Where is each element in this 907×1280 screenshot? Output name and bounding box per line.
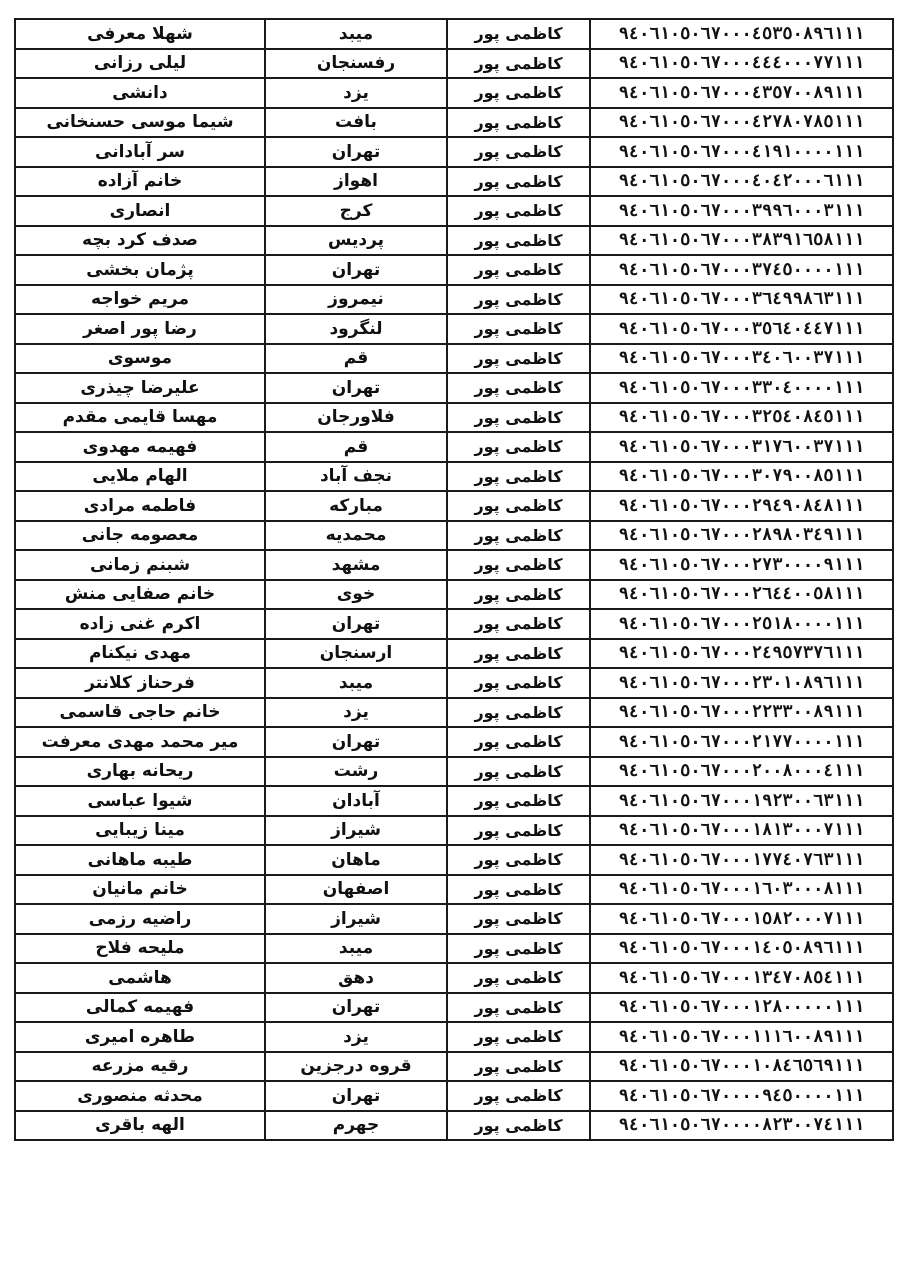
name-cell: مریم خواجه bbox=[15, 285, 265, 315]
table-row bbox=[15, 285, 893, 315]
code-cell: ۹٤۰٦۱۰٥۰٦۷۰۰۰۲۱۷۷۰۰۰۰۱۱۱ bbox=[590, 727, 893, 757]
recipient-table bbox=[14, 18, 894, 1141]
city-cell: میبد bbox=[265, 19, 447, 49]
name-cell: راضیه رزمی bbox=[15, 904, 265, 934]
table-row bbox=[15, 698, 893, 728]
family-name-cell: کاظمی پور bbox=[447, 491, 590, 521]
code-cell: ۹٤۰٦۱۰٥۰٦۷۰۰۰۳۸۳۹۱٦٥۸۱۱۱ bbox=[590, 226, 893, 256]
code-cell: ۹٤۰٦۱۰٥۰٦۷۰۰۰۲٦٤٤۰۰٥۸۱۱۱ bbox=[590, 580, 893, 610]
family-name-cell: کاظمی پور bbox=[447, 934, 590, 964]
code-cell: ۹٤۰٦۱۰٥۰٦۷۰۰۰٤۲۷۸۰۷۸٥۱۱۱ bbox=[590, 108, 893, 138]
table-row bbox=[15, 78, 893, 108]
city-cell: تهران bbox=[265, 137, 447, 167]
table-row bbox=[15, 403, 893, 433]
table-row bbox=[15, 727, 893, 757]
code-cell: ۹٤۰٦۱۰٥۰٦۷۰۰۰۱۹۲۳۰۰٦۳۱۱۱ bbox=[590, 786, 893, 816]
code-cell: ۹٤۰٦۱۰٥۰٦۷۰۰۰۱٤۰٥۰۸۹٦۱۱۱ bbox=[590, 934, 893, 964]
table-row bbox=[15, 816, 893, 846]
city-cell: مبارکه bbox=[265, 491, 447, 521]
name-cell: فرحناز کلانتر bbox=[15, 668, 265, 698]
city-cell: کرج bbox=[265, 196, 447, 226]
name-cell: سر آبادانی bbox=[15, 137, 265, 167]
family-name-cell: کاظمی پور bbox=[447, 78, 590, 108]
city-cell: تهران bbox=[265, 609, 447, 639]
code-cell: ۹٤۰٦۱۰٥۰٦۷۰۰۰۲٤۹٥۷۳۷٦۱۱۱ bbox=[590, 639, 893, 669]
table-row bbox=[15, 993, 893, 1023]
family-name-cell: کاظمی پور bbox=[447, 1052, 590, 1082]
code-cell: ۹٤۰٦۱۰٥۰٦۷۰۰۰۱۰۸٤٦٥٦۹۱۱۱ bbox=[590, 1052, 893, 1082]
name-cell: انصاری bbox=[15, 196, 265, 226]
family-name-cell: کاظمی پور bbox=[447, 845, 590, 875]
code-cell: ۹٤۰٦۱۰٥۰٦۷۰۰۰٤۳٥۷۰۰۸۹۱۱۱ bbox=[590, 78, 893, 108]
name-cell: خانم آزاده bbox=[15, 167, 265, 197]
city-cell: یزد bbox=[265, 698, 447, 728]
city-cell: تهران bbox=[265, 727, 447, 757]
code-cell: ۹٤۰٦۱۰٥۰٦۷۰۰۰۲۳۰۱۰۸۹٦۱۱۱ bbox=[590, 668, 893, 698]
code-cell: ۹٤۰٦۱۰٥۰٦۷۰۰۰۲۲۳۳۰۰۸۹۱۱۱ bbox=[590, 698, 893, 728]
name-cell: اکرم غنی زاده bbox=[15, 609, 265, 639]
family-name-cell: کاظمی پور bbox=[447, 19, 590, 49]
city-cell: ماهان bbox=[265, 845, 447, 875]
city-cell: پردیس bbox=[265, 226, 447, 256]
name-cell: میر محمد مهدی معرفت bbox=[15, 727, 265, 757]
city-cell: آبادان bbox=[265, 786, 447, 816]
table-row bbox=[15, 196, 893, 226]
city-cell: شیراز bbox=[265, 816, 447, 846]
code-cell: ۹٤۰٦۱۰٥۰٦۷۰۰۰۲٥۱۸۰۰۰۰۱۱۱ bbox=[590, 609, 893, 639]
table-row bbox=[15, 963, 893, 993]
family-name-cell: کاظمی پور bbox=[447, 196, 590, 226]
city-cell: قروه درجزین bbox=[265, 1052, 447, 1082]
name-cell: خانم مانیان bbox=[15, 875, 265, 905]
code-cell: ۹٤۰٦۱۰٥۰٦۷۰۰۰۱۳٤۷۰۸٥٤۱۱۱ bbox=[590, 963, 893, 993]
table-row bbox=[15, 639, 893, 669]
table-row bbox=[15, 19, 893, 49]
family-name-cell: کاظمی پور bbox=[447, 727, 590, 757]
table-row bbox=[15, 550, 893, 580]
table-row bbox=[15, 108, 893, 138]
name-cell: رضا پور اصغر bbox=[15, 314, 265, 344]
name-cell: شیوا عباسی bbox=[15, 786, 265, 816]
family-name-cell: کاظمی پور bbox=[447, 904, 590, 934]
code-cell: ۹٤۰٦۱۰٥۰٦۷۰۰۰۱۲۸۰۰۰۰۰۱۱۱ bbox=[590, 993, 893, 1023]
city-cell: میبد bbox=[265, 668, 447, 698]
name-cell: شیما موسی حسنخانی bbox=[15, 108, 265, 138]
family-name-cell: کاظمی پور bbox=[447, 137, 590, 167]
city-cell: جهرم bbox=[265, 1111, 447, 1141]
table-row bbox=[15, 786, 893, 816]
family-name-cell: کاظمی پور bbox=[447, 521, 590, 551]
name-cell: مهدی نیکنام bbox=[15, 639, 265, 669]
name-cell: الهام ملایی bbox=[15, 462, 265, 492]
code-cell: ۹٤۰٦۱۰٥۰٦۷۰۰۰٤٥۳٥۰۸۹٦۱۱۱ bbox=[590, 19, 893, 49]
table-row bbox=[15, 1052, 893, 1082]
name-cell: الهه باقری bbox=[15, 1111, 265, 1141]
family-name-cell: کاظمی پور bbox=[447, 108, 590, 138]
table-row bbox=[15, 255, 893, 285]
table-row bbox=[15, 373, 893, 403]
table-row bbox=[15, 344, 893, 374]
city-cell: تهران bbox=[265, 1081, 447, 1111]
name-cell: هاشمی bbox=[15, 963, 265, 993]
name-cell: طاهره امیری bbox=[15, 1022, 265, 1052]
table-row bbox=[15, 757, 893, 787]
code-cell: ۹٤۰٦۱۰٥۰٦۷۰۰۰٤٤٤۰۰۰۷۷۱۱۱ bbox=[590, 49, 893, 79]
city-cell: قم bbox=[265, 432, 447, 462]
city-cell: یزد bbox=[265, 78, 447, 108]
city-cell: لنگرود bbox=[265, 314, 447, 344]
name-cell: فاطمه مرادی bbox=[15, 491, 265, 521]
table-row bbox=[15, 609, 893, 639]
code-cell: ۹٤۰٦۱۰٥۰٦۷۰۰۰۳٦٤۹۹۸٦۳۱۱۱ bbox=[590, 285, 893, 315]
name-cell: فهیمه مهدوی bbox=[15, 432, 265, 462]
family-name-cell: کاظمی پور bbox=[447, 1111, 590, 1141]
table-body bbox=[15, 19, 893, 1140]
code-cell: ۹٤۰٦۱۰٥۰٦۷۰۰۰۱۱۱٦۰۰۸۹۱۱۱ bbox=[590, 1022, 893, 1052]
code-cell: ۹٤۰٦۱۰٥۰٦۷۰۰۰۱۷۷٤۰۷٦۳۱۱۱ bbox=[590, 845, 893, 875]
family-name-cell: کاظمی پور bbox=[447, 609, 590, 639]
code-cell: ۹٤۰٦۱۰٥۰٦۷۰۰۰٤۰٤۲۰۰۰٦۱۱۱ bbox=[590, 167, 893, 197]
city-cell: شیراز bbox=[265, 904, 447, 934]
family-name-cell: کاظمی پور bbox=[447, 226, 590, 256]
city-cell: تهران bbox=[265, 993, 447, 1023]
city-cell: نیمروز bbox=[265, 285, 447, 315]
code-cell: ۹٤۰٦۱۰٥۰٦۷۰۰۰۰۸۲۳۰۰۷٤۱۱۱ bbox=[590, 1111, 893, 1141]
family-name-cell: کاظمی پور bbox=[447, 49, 590, 79]
family-name-cell: کاظمی پور bbox=[447, 285, 590, 315]
name-cell: خانم حاجی قاسمی bbox=[15, 698, 265, 728]
city-cell: خوی bbox=[265, 580, 447, 610]
city-cell: محمدیه bbox=[265, 521, 447, 551]
name-cell: پژمان بخشی bbox=[15, 255, 265, 285]
family-name-cell: کاظمی پور bbox=[447, 1022, 590, 1052]
table-row bbox=[15, 904, 893, 934]
code-cell: ۹٤۰٦۱۰٥۰٦۷۰۰۰۳۲٥٤۰۸٤٥۱۱۱ bbox=[590, 403, 893, 433]
table-row bbox=[15, 49, 893, 79]
name-cell: رقیه مزرعه bbox=[15, 1052, 265, 1082]
table-row bbox=[15, 314, 893, 344]
code-cell: ۹٤۰٦۱۰٥۰٦۷۰۰۰۳٤۰٦۰۰۳۷۱۱۱ bbox=[590, 344, 893, 374]
name-cell: صدف کرد بچه bbox=[15, 226, 265, 256]
city-cell: اهواز bbox=[265, 167, 447, 197]
city-cell: تهران bbox=[265, 255, 447, 285]
name-cell: فهیمه کمالی bbox=[15, 993, 265, 1023]
family-name-cell: کاظمی پور bbox=[447, 550, 590, 580]
code-cell: ۹٤۰٦۱۰٥۰٦۷۰۰۰٤۱۹۱۰۰۰۰۱۱۱ bbox=[590, 137, 893, 167]
code-cell: ۹٤۰٦۱۰٥۰٦۷۰۰۰۳۷٤٥۰۰۰۰۱۱۱ bbox=[590, 255, 893, 285]
code-cell: ۹٤۰٦۱۰٥۰٦۷۰۰۰۱٥۸۲۰۰۰۷۱۱۱ bbox=[590, 904, 893, 934]
name-cell: دانشی bbox=[15, 78, 265, 108]
family-name-cell: کاظمی پور bbox=[447, 757, 590, 787]
name-cell: خانم صفایی منش bbox=[15, 580, 265, 610]
family-name-cell: کاظمی پور bbox=[447, 403, 590, 433]
code-cell: ۹٤۰٦۱۰٥۰٦۷۰۰۰۱۸۱۳۰۰۰۷۱۱۱ bbox=[590, 816, 893, 846]
name-cell: علیرضا چیذری bbox=[15, 373, 265, 403]
table-row bbox=[15, 462, 893, 492]
name-cell: معصومه جانی bbox=[15, 521, 265, 551]
city-cell: رفسنجان bbox=[265, 49, 447, 79]
family-name-cell: کاظمی پور bbox=[447, 580, 590, 610]
code-cell: ۹٤۰٦۱۰٥۰٦۷۰۰۰۳۳۰٤۰۰۰۰۱۱۱ bbox=[590, 373, 893, 403]
city-cell: بافت bbox=[265, 108, 447, 138]
city-cell: یزد bbox=[265, 1022, 447, 1052]
family-name-cell: کاظمی پور bbox=[447, 639, 590, 669]
family-name-cell: کاظمی پور bbox=[447, 314, 590, 344]
table-row bbox=[15, 1081, 893, 1111]
code-cell: ۹٤۰٦۱۰٥۰٦۷۰۰۰۲۹٤۹۰۸٤۸۱۱۱ bbox=[590, 491, 893, 521]
table-row bbox=[15, 934, 893, 964]
name-cell: طیبه ماهانی bbox=[15, 845, 265, 875]
name-cell: ریحانه بهاری bbox=[15, 757, 265, 787]
table-row bbox=[15, 491, 893, 521]
family-name-cell: کاظمی پور bbox=[447, 786, 590, 816]
family-name-cell: کاظمی پور bbox=[447, 255, 590, 285]
code-cell: ۹٤۰٦۱۰٥۰٦۷۰۰۰۳۰۷۹۰۰۸٥۱۱۱ bbox=[590, 462, 893, 492]
table-row bbox=[15, 137, 893, 167]
city-cell: رشت bbox=[265, 757, 447, 787]
code-cell: ۹٤۰٦۱۰٥۰٦۷۰۰۰۲۸۹۸۰۳٤۹۱۱۱ bbox=[590, 521, 893, 551]
family-name-cell: کاظمی پور bbox=[447, 668, 590, 698]
table-row bbox=[15, 580, 893, 610]
family-name-cell: کاظمی پور bbox=[447, 373, 590, 403]
family-name-cell: کاظمی پور bbox=[447, 875, 590, 905]
city-cell: دهق bbox=[265, 963, 447, 993]
table-row bbox=[15, 875, 893, 905]
name-cell: محدثه منصوری bbox=[15, 1081, 265, 1111]
table-row bbox=[15, 432, 893, 462]
city-cell: تهران bbox=[265, 373, 447, 403]
table-row bbox=[15, 226, 893, 256]
code-cell: ۹٤۰٦۱۰٥۰٦۷۰۰۰۳۹۹٦۰۰۰۳۱۱۱ bbox=[590, 196, 893, 226]
name-cell: شهلا معرفی bbox=[15, 19, 265, 49]
name-cell: ملیحه فلاح bbox=[15, 934, 265, 964]
code-cell: ۹٤۰٦۱۰٥۰٦۷۰۰۰۳۱۷٦۰۰۳۷۱۱۱ bbox=[590, 432, 893, 462]
name-cell: مینا زیبایی bbox=[15, 816, 265, 846]
code-cell: ۹٤۰٦۱۰٥۰٦۷۰۰۰۲۰۰۸۰۰۰٤۱۱۱ bbox=[590, 757, 893, 787]
city-cell: میبد bbox=[265, 934, 447, 964]
name-cell: موسوی bbox=[15, 344, 265, 374]
city-cell: فلاورجان bbox=[265, 403, 447, 433]
city-cell: نجف آباد bbox=[265, 462, 447, 492]
name-cell: لیلی رزانی bbox=[15, 49, 265, 79]
city-cell: اصفهان bbox=[265, 875, 447, 905]
family-name-cell: کاظمی پور bbox=[447, 344, 590, 374]
name-cell: شبنم زمانی bbox=[15, 550, 265, 580]
city-cell: ارسنجان bbox=[265, 639, 447, 669]
family-name-cell: کاظمی پور bbox=[447, 698, 590, 728]
family-name-cell: کاظمی پور bbox=[447, 816, 590, 846]
city-cell: قم bbox=[265, 344, 447, 374]
city-cell: مشهد bbox=[265, 550, 447, 580]
family-name-cell: کاظمی پور bbox=[447, 1081, 590, 1111]
table-row bbox=[15, 167, 893, 197]
name-cell: مهسا قایمی مقدم bbox=[15, 403, 265, 433]
code-cell: ۹٤۰٦۱۰٥۰٦۷۰۰۰۲۷۳۰۰۰۰۹۱۱۱ bbox=[590, 550, 893, 580]
family-name-cell: کاظمی پور bbox=[447, 462, 590, 492]
code-cell: ۹٤۰٦۱۰٥۰٦۷۰۰۰۰۹٤٥۰۰۰۰۱۱۱ bbox=[590, 1081, 893, 1111]
table-row bbox=[15, 845, 893, 875]
document-sheet bbox=[14, 18, 892, 1141]
table-row bbox=[15, 1111, 893, 1141]
family-name-cell: کاظمی پور bbox=[447, 963, 590, 993]
table-row bbox=[15, 1022, 893, 1052]
code-cell: ۹٤۰٦۱۰٥۰٦۷۰۰۰۳٥٦٤۰٤٤۷۱۱۱ bbox=[590, 314, 893, 344]
table-row bbox=[15, 668, 893, 698]
code-cell: ۹٤۰٦۱۰٥۰٦۷۰۰۰۱٦۰۳۰۰۰۸۱۱۱ bbox=[590, 875, 893, 905]
family-name-cell: کاظمی پور bbox=[447, 432, 590, 462]
table-row bbox=[15, 521, 893, 551]
family-name-cell: کاظمی پور bbox=[447, 993, 590, 1023]
family-name-cell: کاظمی پور bbox=[447, 167, 590, 197]
